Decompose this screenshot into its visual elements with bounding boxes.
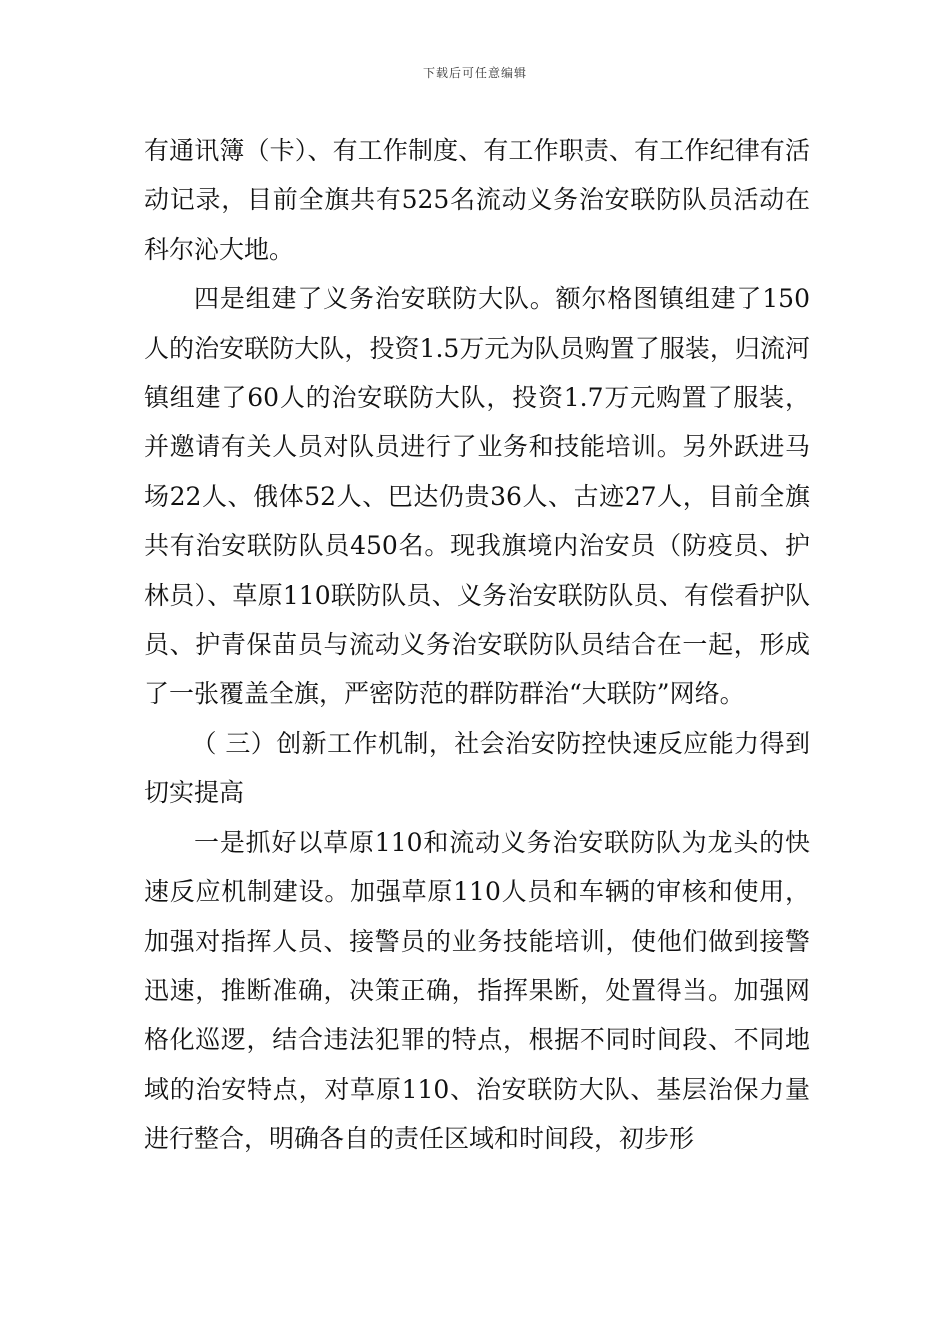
paragraph-point-one: 一是抓好以草原110和流动义务治安联防队为龙头的快速反应机制建设。加强草原110人员和车辆的审核和使用，加强对指挥人员、接警员的业务技能培训，使他们做到接警迅速，推断准确，决策正确，指挥果断，处置得当。加强网格化巡逻，结合违法犯罪的特点，根据不同时间段、不同地域的治安特点，对草原110、治安联防大队、基层治保力量进行整合，明确各自的责任区域和时间段，初步形 — [144, 827, 810, 1154]
paragraph-continuation: 有通讯簿（卡）、有工作制度、有工作职责、有工作纪律有活动记录，目前全旗共有525名流动义务治安联防队员活动在科尔沁大地。 — [144, 136, 810, 264]
page-header: 下载后可任意编辑 — [422, 66, 527, 80]
section-heading-three: （ 三）创新工作机制，社会治安防控快速反应能力得到切实提高 — [144, 728, 810, 808]
paragraph-point-four: 四是组建了义务治安联防大队。额尔格图镇组建了150人的治安联防大队，投资1.5万元为队员购置了服装，归流河镇组建了60人的治安联防大队，投资1.7万元购置了服装，并邀请有关人员对队员进行了业务和技能培训。另外跃进马场22人、俄体52人、巴达仍贵36人、古迹27人，目前全旗共有治安联防队员450名。现我旗境内治安员（防疫员、护林员）、草原110联防队员、义务治安联防队员、有偿看护队员、护青保苗员与流动义务治安联防队员结合在一起，形成了一张覆盖全旗，严密防范的群防群治“大联防”网络。 — [144, 284, 810, 709]
document-body — [144, 126, 810, 1164]
